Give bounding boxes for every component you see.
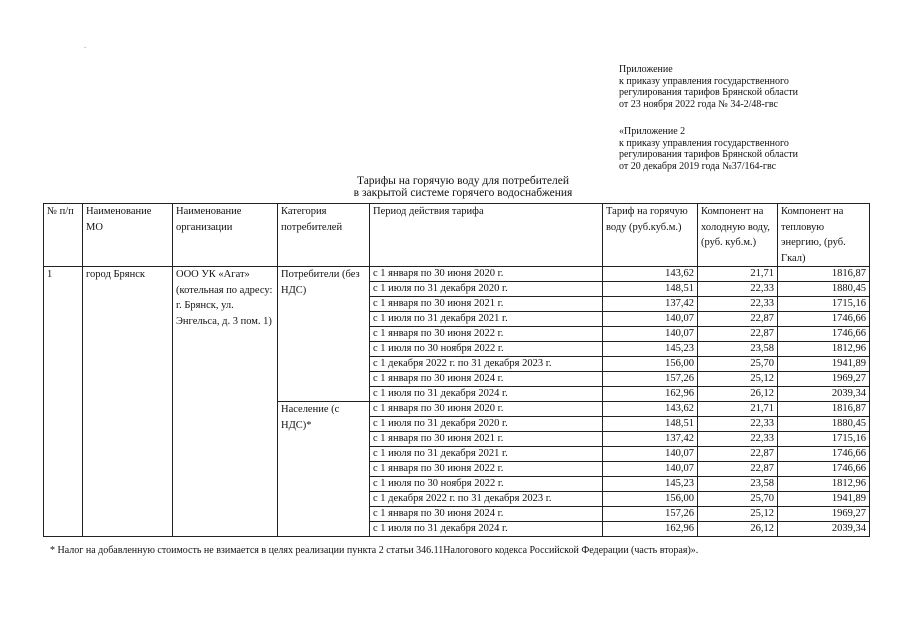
- cold-water-cell: 23,58: [698, 342, 778, 357]
- table-header-row: [44, 204, 870, 267]
- title-line-2: в закрытой системе горячего водоснабжения: [353, 187, 573, 199]
- order-header-original: [619, 126, 798, 172]
- cold-water-cell: 22,33: [698, 432, 778, 447]
- col-header-mo: Наименование МО: [83, 204, 173, 267]
- tariff-cell: 140,07: [603, 312, 698, 327]
- category-cell: Потребители (без НДС): [278, 267, 370, 402]
- cold-water-cell: 26,12: [698, 387, 778, 402]
- col-header-org: Наименование организации: [173, 204, 278, 267]
- tariff-cell: 137,42: [603, 297, 698, 312]
- tariff-cell: 148,51: [603, 417, 698, 432]
- heat-energy-cell: 1812,96: [778, 477, 870, 492]
- heat-energy-cell: 1746,66: [778, 447, 870, 462]
- tariff-cell: 143,62: [603, 402, 698, 417]
- cold-water-cell: 23,58: [698, 477, 778, 492]
- row-number-cell: 1: [44, 267, 83, 537]
- heat-energy-cell: 2039,34: [778, 522, 870, 537]
- period-cell: с 1 июля по 30 ноября 2022 г.: [370, 477, 603, 492]
- table-body: [44, 267, 870, 537]
- cold-water-cell: 25,70: [698, 357, 778, 372]
- scan-mark: .: [84, 40, 87, 50]
- header-line: регулирования тарифов Брянской области: [619, 87, 799, 98]
- heat-energy-cell: 1941,89: [778, 492, 870, 507]
- tariff-cell: 162,96: [603, 387, 698, 402]
- heat-energy-cell: 1816,87: [778, 402, 870, 417]
- mo-name-cell: город Брянск: [83, 267, 173, 537]
- period-cell: с 1 января по 30 июня 2021 г.: [370, 297, 603, 312]
- col-header-heat: Компонент на тепловую энергию, (руб. Гкал): [778, 204, 870, 267]
- cold-water-cell: 25,70: [698, 492, 778, 507]
- header-line: от 20 декабря 2019 года №37/164-гвс: [619, 160, 777, 172]
- order-header-current: [619, 64, 798, 110]
- period-cell: с 1 января по 30 июня 2021 г.: [370, 432, 603, 447]
- heat-energy-cell: 1715,16: [778, 432, 870, 447]
- tariff-cell: 162,96: [603, 522, 698, 537]
- heat-energy-cell: 1746,66: [778, 327, 870, 342]
- cold-water-cell: 22,87: [698, 447, 778, 462]
- period-cell: с 1 января по 30 июня 2024 г.: [370, 372, 603, 387]
- header-line: к приказу управления государственного: [619, 137, 789, 149]
- cold-water-cell: 21,71: [698, 402, 778, 417]
- period-cell: с 1 декабря 2022 г. по 31 декабря 2023 г.: [370, 492, 603, 507]
- heat-energy-cell: 1969,27: [778, 507, 870, 522]
- cold-water-cell: 22,87: [698, 312, 778, 327]
- heat-energy-cell: 1969,27: [778, 372, 870, 387]
- tariff-table: [43, 203, 870, 537]
- table-row: [44, 267, 870, 282]
- heat-energy-cell: 2039,34: [778, 387, 870, 402]
- col-header-category: Категория потребителей: [278, 204, 370, 267]
- period-cell: с 1 января по 30 июня 2022 г.: [370, 327, 603, 342]
- col-header-cold: Компонент на холодную воду, (руб. куб.м.): [698, 204, 778, 267]
- title-line-1: Тарифы на горячую воду для потребителей: [356, 175, 570, 187]
- heat-energy-cell: 1812,96: [778, 342, 870, 357]
- cold-water-cell: 22,87: [698, 462, 778, 477]
- period-cell: с 1 декабря 2022 г. по 31 декабря 2023 г.: [370, 357, 603, 372]
- heat-energy-cell: 1880,45: [778, 282, 870, 297]
- period-cell: с 1 января по 30 июня 2020 г.: [370, 402, 603, 417]
- organization-cell: ООО УК «Агат» (котельная по адресу: г. Брянск, ул. Энгельса, д. 3 пом. 1): [173, 267, 278, 537]
- period-cell: с 1 июля по 31 декабря 2020 г.: [370, 417, 603, 432]
- heat-energy-cell: 1816,87: [778, 267, 870, 282]
- header-line: от 23 ноября 2022 года № 34-2/48-гвс: [619, 98, 778, 110]
- tariff-cell: 140,07: [603, 462, 698, 477]
- heat-energy-cell: 1880,45: [778, 417, 870, 432]
- heat-energy-cell: 1746,66: [778, 462, 870, 477]
- tariff-cell: 156,00: [603, 492, 698, 507]
- period-cell: с 1 июля по 31 декабря 2021 г.: [370, 447, 603, 462]
- document-title: [318, 175, 608, 199]
- period-cell: с 1 июля по 31 декабря 2024 г.: [370, 522, 603, 537]
- heat-energy-cell: 1941,89: [778, 357, 870, 372]
- tariff-cell: 140,07: [603, 447, 698, 462]
- cold-water-cell: 21,71: [698, 267, 778, 282]
- tariff-cell: 137,42: [603, 432, 698, 447]
- cold-water-cell: 22,33: [698, 297, 778, 312]
- tariff-cell: 143,62: [603, 267, 698, 282]
- cold-water-cell: 25,12: [698, 372, 778, 387]
- header-line: «Приложение 2: [619, 126, 686, 137]
- heat-energy-cell: 1746,66: [778, 312, 870, 327]
- cold-water-cell: 22,33: [698, 282, 778, 297]
- period-cell: с 1 января по 30 июня 2024 г.: [370, 507, 603, 522]
- tariff-cell: 145,23: [603, 477, 698, 492]
- period-cell: с 1 июля по 31 декабря 2021 г.: [370, 312, 603, 327]
- col-header-num: № п/п: [44, 204, 83, 267]
- cold-water-cell: 22,33: [698, 417, 778, 432]
- period-cell: с 1 июля по 31 декабря 2024 г.: [370, 387, 603, 402]
- header-line: к приказу управления государственного: [619, 75, 789, 87]
- tariff-cell: 140,07: [603, 327, 698, 342]
- header-line: регулирования тарифов Брянской области: [619, 149, 799, 160]
- col-header-period: Период действия тарифа: [370, 204, 603, 267]
- header-line: Приложение: [619, 64, 673, 75]
- cold-water-cell: 26,12: [698, 522, 778, 537]
- period-cell: с 1 июля по 31 декабря 2020 г.: [370, 282, 603, 297]
- cold-water-cell: 22,87: [698, 327, 778, 342]
- tariff-cell: 157,26: [603, 372, 698, 387]
- tariff-cell: 145,23: [603, 342, 698, 357]
- heat-energy-cell: 1715,16: [778, 297, 870, 312]
- tariff-cell: 148,51: [603, 282, 698, 297]
- tariff-cell: 157,26: [603, 507, 698, 522]
- period-cell: с 1 января по 30 июня 2022 г.: [370, 462, 603, 477]
- tariff-cell: 156,00: [603, 357, 698, 372]
- category-cell: Население (с НДС)*: [278, 402, 370, 537]
- period-cell: с 1 июля по 30 ноября 2022 г.: [370, 342, 603, 357]
- period-cell: с 1 января по 30 июня 2020 г.: [370, 267, 603, 282]
- footnote: * Налог на добавленную стоимость не взимается в целях реализации пункта 2 статьи 346.11Налогового кодекса Российской Федерации (часть вторая)».: [50, 545, 699, 556]
- col-header-tariff: Тариф на горячую воду (руб.куб.м.): [603, 204, 698, 267]
- cold-water-cell: 25,12: [698, 507, 778, 522]
